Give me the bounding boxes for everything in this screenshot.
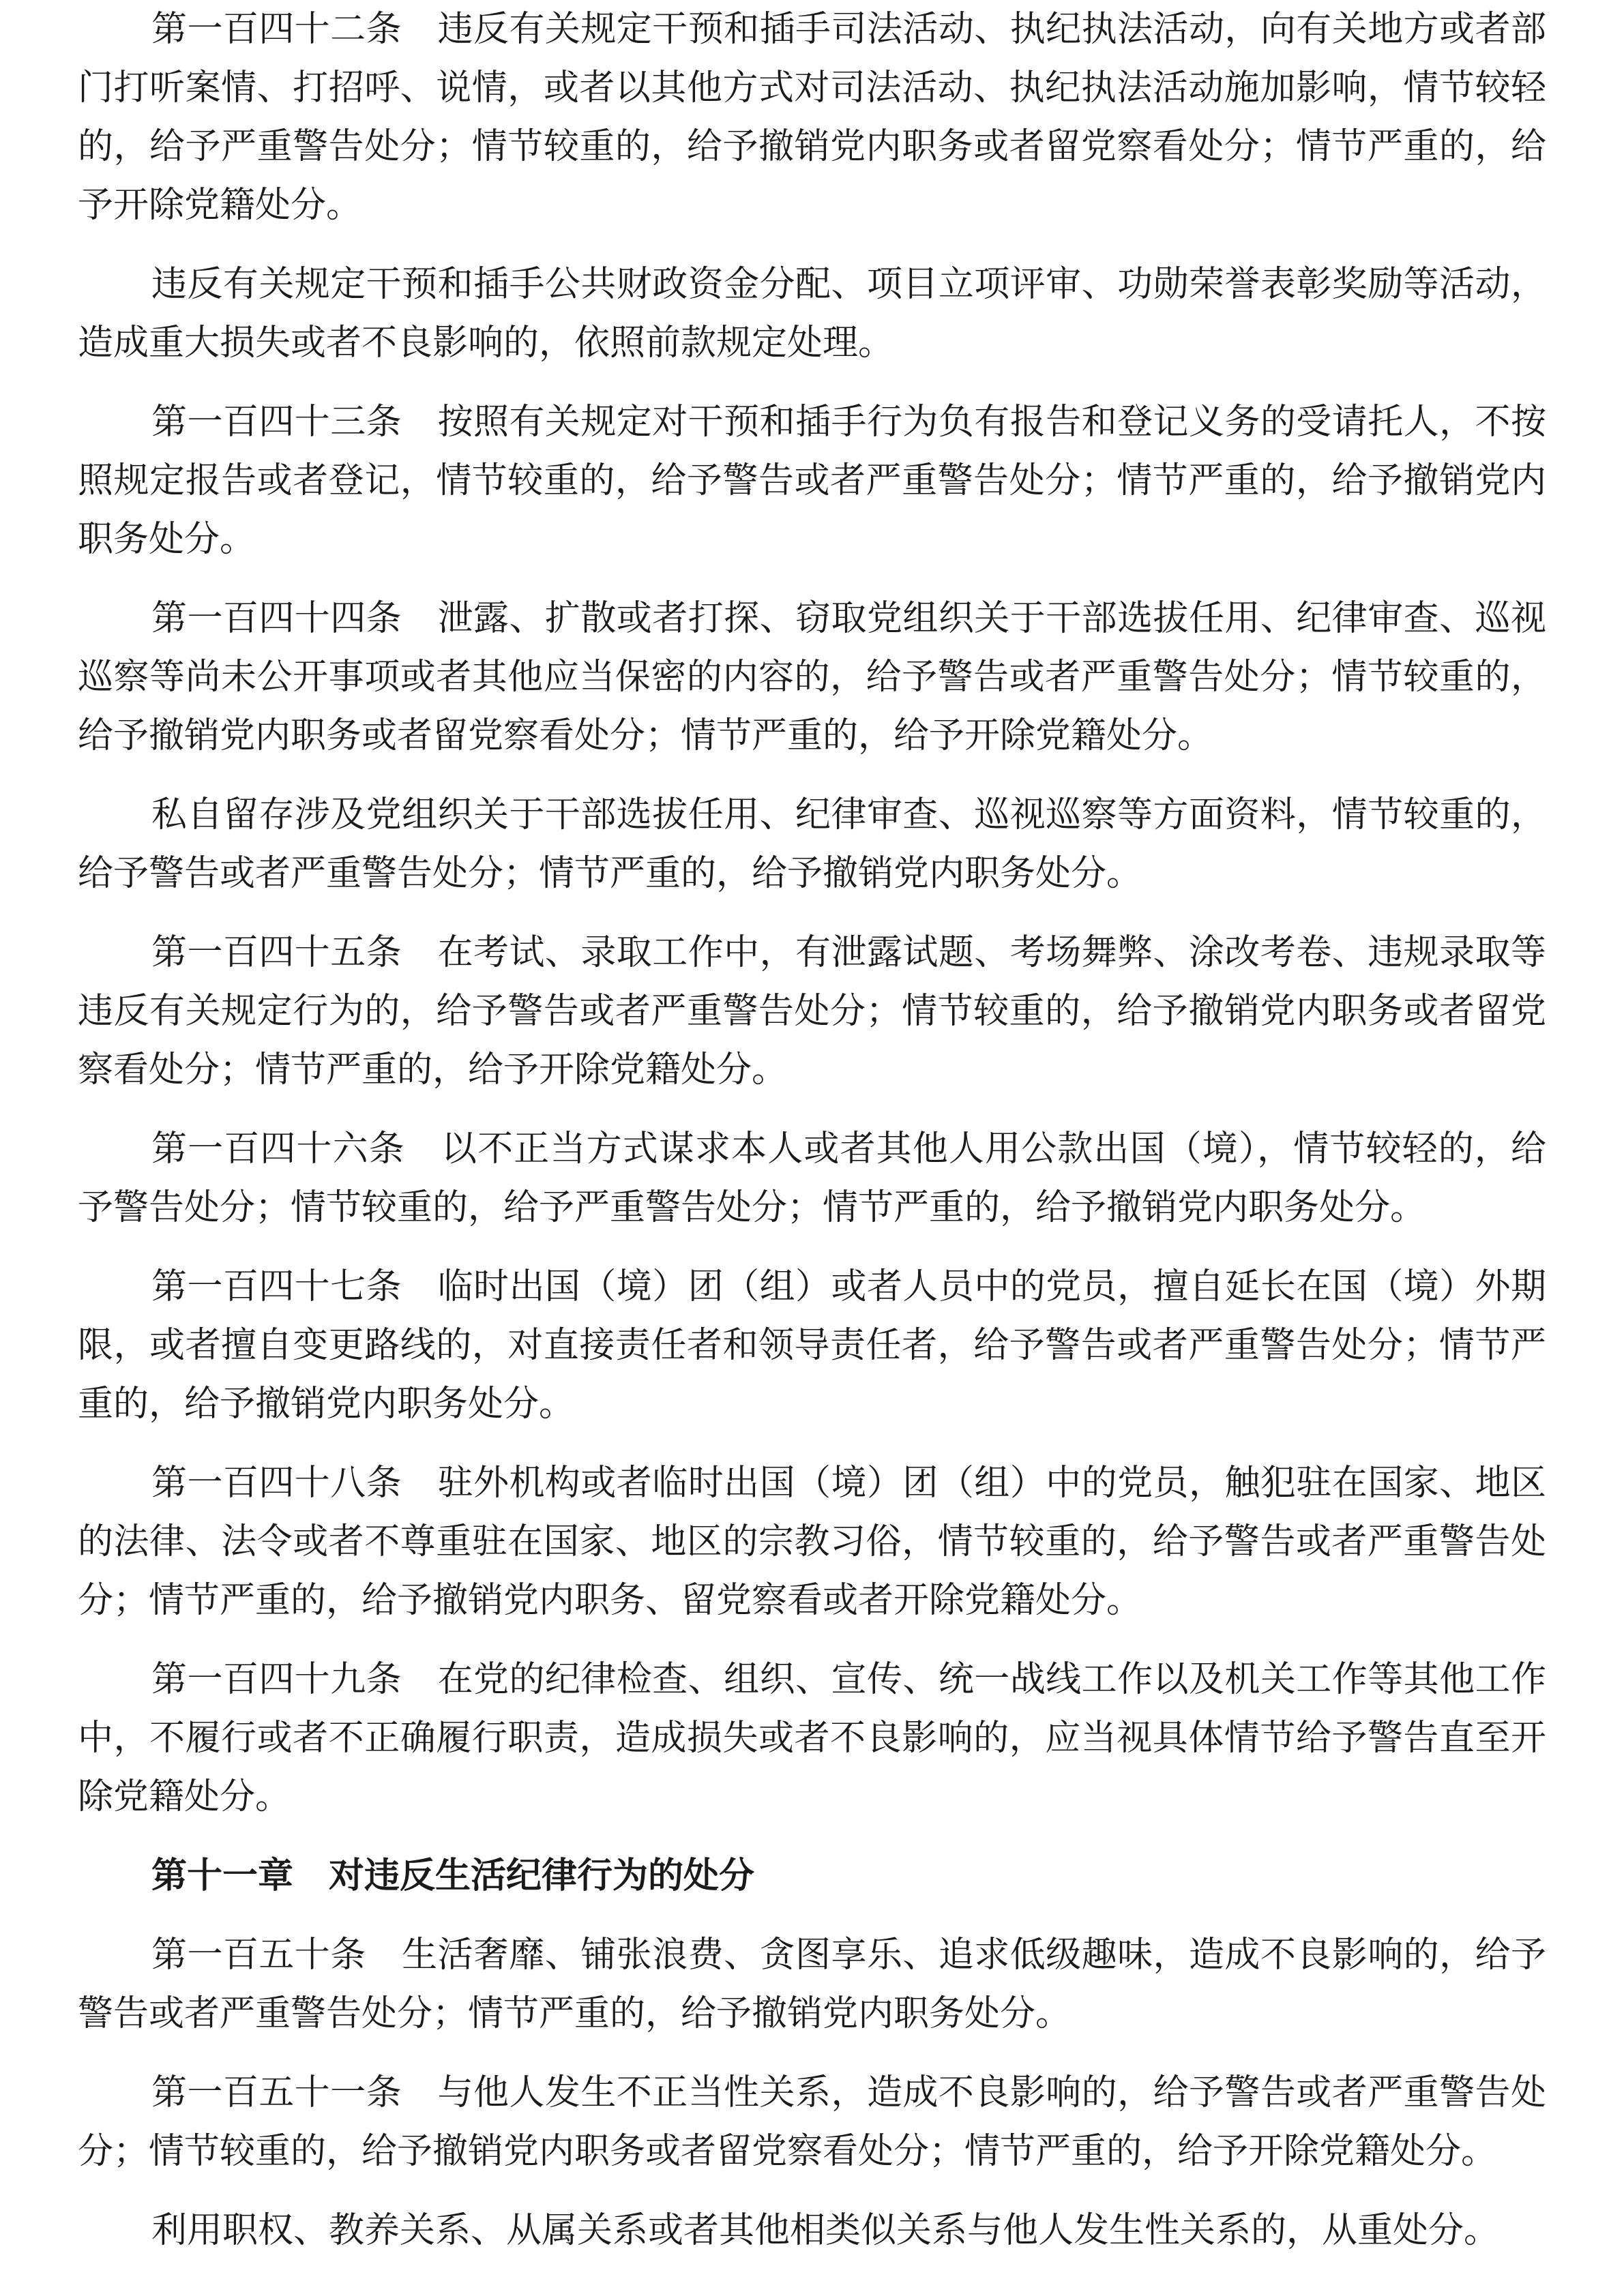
article-147-paragraph: 第一百四十七条 临时出国（境）团（组）或者人员中的党员，擅自延长在国（境）外期限，或者擅自变更路线的，对直接责任者和领导责任者，给予警告或者严重警告处分；情节严重的，给予撤销党内职务处分。 xyxy=(78,1266,1546,1425)
document-page xyxy=(78,0,1546,2280)
article-142-paragraph: 第一百四十二条 违反有关规定干预和插手司法活动、执纪执法活动，向有关地方或者部门打听案情、打招呼、说情，或者以其他方式对司法活动、执纪执法活动施加影响，情节较轻的，给予严重警告处分；情节较重的，给予撤销党内职务或者留党察看处分；情节严重的，给予开除党籍处分。 xyxy=(78,9,1546,226)
article-144-second-paragraph: 私自留存涉及党组织关于干部选拔任用、纪律审查、巡视巡察等方面资料，情节较重的，给予警告或者严重警告处分；情节严重的，给予撤销党内职务处分。 xyxy=(78,794,1546,894)
article-144-paragraph: 第一百四十四条 泄露、扩散或者打探、窃取党组织关于干部选拔任用、纪律审查、巡视巡察等尚未公开事项或者其他应当保密的内容的，给予警告或者严重警告处分；情节较重的，给予撤销党内职务或者留党察看处分；情节严重的，给予开除党籍处分。 xyxy=(78,598,1546,756)
article-150-paragraph: 第一百五十条 生活奢靡、铺张浪费、贪图享乐、追求低级趣味，造成不良影响的，给予警告或者严重警告处分；情节严重的，给予撤销党内职务处分。 xyxy=(78,1935,1546,2034)
article-145-paragraph: 第一百四十五条 在考试、录取工作中，有泄露试题、考场舞弊、涂改考卷、违规录取等违反有关规定行为的，给予警告或者严重警告处分；情节较重的，给予撤销党内职务或者留党察看处分；情节严重的，给予开除党籍处分。 xyxy=(78,932,1546,1090)
article-143-paragraph: 第一百四十三条 按照有关规定对干预和插手行为负有报告和登记义务的受请托人，不按照规定报告或者登记，情节较重的，给予警告或者严重警告处分；情节严重的，给予撤销党内职务处分。 xyxy=(78,402,1546,560)
article-148-paragraph: 第一百四十八条 驻外机构或者临时出国（境）团（组）中的党员，触犯驻在国家、地区的法律、法令或者不尊重驻在国家、地区的宗教习俗，情节较重的，给予警告或者严重警告处分；情节严重的，给予撤销党内职务、留党察看或者开除党籍处分。 xyxy=(78,1463,1546,1621)
article-151-second-paragraph: 利用职权、教养关系、从属关系或者其他相类似关系与他人发生性关系的，从重处分。 xyxy=(151,2210,1500,2251)
article-149-paragraph: 第一百四十九条 在党的纪律检查、组织、宣传、统一战线工作以及机关工作等其他工作中，不履行或者不正确履行职责，造成损失或者不良影响的，应当视具体情节给予警告直至开除党籍处分。 xyxy=(78,1659,1546,1817)
article-142-second-paragraph: 违反有关规定干预和插手公共财政资金分配、项目立项评审、功勋荣誉表彰奖励等活动，造成重大损失或者不良影响的，依照前款规定处理。 xyxy=(78,264,1546,363)
article-151-paragraph: 第一百五十一条 与他人发生不正当性关系，造成不良影响的，给予警告或者严重警告处分；情节较重的，给予撤销党内职务或者留党察看处分；情节严重的，给予开除党籍处分。 xyxy=(78,2072,1546,2172)
article-146-paragraph: 第一百四十六条 以不正当方式谋求本人或者其他人用公款出国（境），情节较轻的，给予警告处分；情节较重的，给予严重警告处分；情节严重的，给予撤销党内职务处分。 xyxy=(78,1129,1546,1228)
chapter-11-heading: 第十一章 对违反生活纪律行为的处分 xyxy=(151,1855,755,1896)
